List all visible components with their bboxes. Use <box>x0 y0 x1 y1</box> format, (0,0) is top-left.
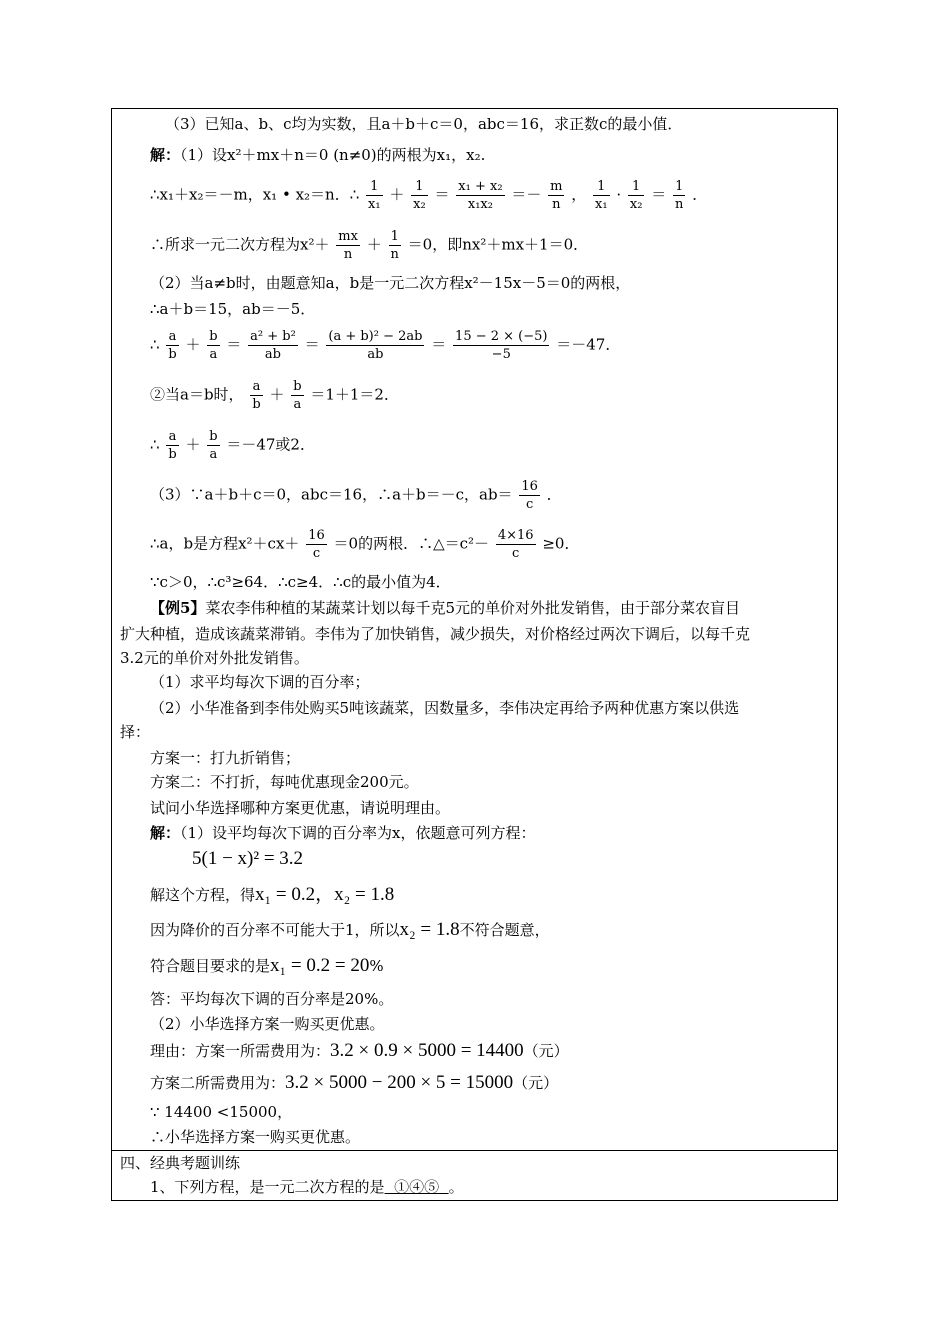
part-2-line: （2）当a≠b时，由题意知a，b是一元二次方程x²－15x－5＝0的两根， <box>150 274 631 292</box>
part-2-calc: ∴ $\frac{a}{b}$ ＋ $\frac{b}{a}$ ＝ $\frac{\text{a² + b²}}{ab}$ ＝ $\frac{\text{(a + b)² − 2ab}}{ab}$ ＝ $\frac{15 - 2 \times (-5)}{-5}$ ＝－47． <box>150 329 621 362</box>
case-equal-line: ②当a＝b时， $\frac{a}{b}$ ＋ $\frac{b}{a}$ ＝1＋1＝2． <box>150 379 399 412</box>
answer-1: 答：平均每次下调的百分率是20%。 <box>150 990 394 1008</box>
fraction: $\frac{a}{b}$ <box>168 429 177 462</box>
plan-1: 方案一：打九折销售； <box>150 749 301 767</box>
fraction: $\frac{a}{b}$ <box>168 329 177 362</box>
fraction: $\frac{b}{a}$ <box>209 429 218 462</box>
vieta-line: ∴x₁＋x₂＝－m，x₁ • x₂＝n．∴ $\frac{1}{\text{x₁}}$ ＋ $\frac{1}{\text{x₂}}$ ＝ $\frac{\text{x₁ + x₂}}{\text{x₁x₂}}$ ＝－ $\frac{m}{n}$ ， $\frac{1}{\text{x₁}}$ · $\frac{1}{\text{x₂}}$ ＝ $\frac{1}{n}$ ． <box>150 179 708 212</box>
cost-plan-2: 方案二所需费用为：3.2 × 5000 − 200 × 5 = 15000（元） <box>150 1072 559 1093</box>
exercise-1-answer: ①④⑤ <box>384 1178 449 1196</box>
question-1: （1）求平均每次下调的百分率； <box>150 673 370 691</box>
solution-text: （1）设x²＋mx＋n＝0 (n≠0)的两根为x₁，x₂. <box>180 146 486 164</box>
solution-2-line-1: 解：（1）设平均每次下调的百分率为x，依题意可列方程： <box>150 824 536 842</box>
fraction: $\frac{1}{\text{x₂}}$ <box>413 179 426 212</box>
equation-main: 5(1 − x)² = 3.2 <box>192 848 304 869</box>
exercise-1: 1、下列方程，是一元二次方程的是 ①④⑤ 。 <box>150 1178 464 1196</box>
accept-line: 符合题目要求的是x₁ = 0.2 = 20% <box>150 955 384 976</box>
solution-label: 解： <box>150 824 181 842</box>
solve-line: 解这个方程，得x₁ = 0.2，x₂ = 1.8 <box>150 884 395 905</box>
text: ∴x₁＋x₂＝－m，x₁ • x₂＝n．∴ <box>150 185 360 204</box>
part-3-line-2: ∴a，b是方程x²＋cx＋ $\frac{16}{c}$ ＝0的两根．∴△＝c²－ $\frac{4\times 16}{c}$ ≥0． <box>150 528 580 561</box>
fraction: $\frac{16}{c}$ <box>308 528 325 561</box>
part-2-sum-product: ∴a＋b＝15，ab＝－5． <box>150 300 316 318</box>
reject-line: 因为降价的百分率不可能大于1，所以x₂ = 1.8不符合题意， <box>150 919 550 940</box>
fraction: $\frac{\text{a² + b²}}{ab}$ <box>250 329 296 362</box>
compare-line: ∵ 14400 <15000， <box>150 1103 293 1121</box>
example-5-line-3: 3.2元的单价对外批发销售。 <box>120 649 309 667</box>
fraction: $\frac{b}{a}$ <box>293 379 302 412</box>
question-2-cont: 择： <box>120 723 151 741</box>
fraction: $\frac{\text{(a + b)² − 2ab}}{ab}$ <box>328 329 423 362</box>
fraction: $\frac{a}{b}$ <box>252 379 261 412</box>
fraction: $\frac{15 - 2 \times (-5)}{-5}$ <box>455 329 548 362</box>
fraction: $\frac{1}{\text{x₂}}$ <box>629 179 643 212</box>
fraction: $\frac{1}{n}$ <box>675 179 684 212</box>
solution-label: 解： <box>150 146 181 164</box>
question-2: （2）小华准备到李伟处购买5吨该蔬菜，因数量多，李伟决定再给予两种优惠方案以供选 <box>150 699 740 717</box>
fraction: $\frac{1}{n}$ <box>390 229 399 262</box>
section-4-heading: 四、经典考题训练 <box>120 1154 241 1172</box>
cost-plan-1: 理由：方案一所需费用为：3.2 × 0.9 × 5000 = 14400（元） <box>150 1040 569 1061</box>
example-5-line-2: 扩大种植，造成该蔬菜滞销。李伟为了加快销售，减少损失，对价格经过两次下调后，以每千克 <box>120 625 751 643</box>
fraction: $\frac{m}{n}$ <box>550 179 563 212</box>
new-equation-line: ∴所求一元二次方程为x²＋ $\frac{mx}{n}$ ＋ $\frac{1}{n}$ ＝0，即nx²＋mx＋1＝0． <box>150 229 589 262</box>
final-conclusion: ∴小华选择方案一购买更优惠。 <box>150 1128 361 1146</box>
part-3-line-3: ∵c＞0，∴c³≥64．∴c≥4．∴c的最小值为4． <box>150 573 451 591</box>
answer-2: （2）小华选择方案一购买更优惠。 <box>150 1015 385 1033</box>
fraction: $\frac{b}{a}$ <box>209 329 218 362</box>
fraction: $\frac{4\times 16}{c}$ <box>497 528 534 561</box>
plan-2: 方案二：不打折，每吨优惠现金200元。 <box>150 773 419 791</box>
fraction: $\frac{mx}{n}$ <box>338 229 358 262</box>
problem-3-statement: （3）已知a、b、c均为实数，且a＋b＋c＝0，abc＝16，求正数c的最小值． <box>165 115 683 133</box>
question-ask: 试问小华选择哪种方案更优惠，请说明理由。 <box>150 799 451 817</box>
conclusion-line: ∴ $\frac{a}{b}$ ＋ $\frac{b}{a}$ ＝－47或2． <box>150 429 315 462</box>
solution-line-1 <box>150 145 485 165</box>
example-5-line-1: 【例5】菜农李伟种植的某蔬菜计划以每千克5元的单价对外批发销售，由于部分菜农盲目 <box>150 599 740 617</box>
fraction: $\frac{\text{x₁ + x₂}}{\text{x₁x₂}}$ <box>458 179 503 212</box>
part-3-line-1: （3）∵a＋b＋c＝0，abc＝16，∴a＋b＝－c，ab＝ $\frac{16}{c}$ ． <box>150 479 562 512</box>
example-label: 【例5】 <box>150 599 206 617</box>
section-divider <box>111 1150 838 1151</box>
fraction: $\frac{1}{\text{x₁}}$ <box>595 179 608 212</box>
fraction: $\frac{16}{c}$ <box>521 479 538 512</box>
fraction: $\frac{1}{\text{x₁}}$ <box>368 179 381 212</box>
